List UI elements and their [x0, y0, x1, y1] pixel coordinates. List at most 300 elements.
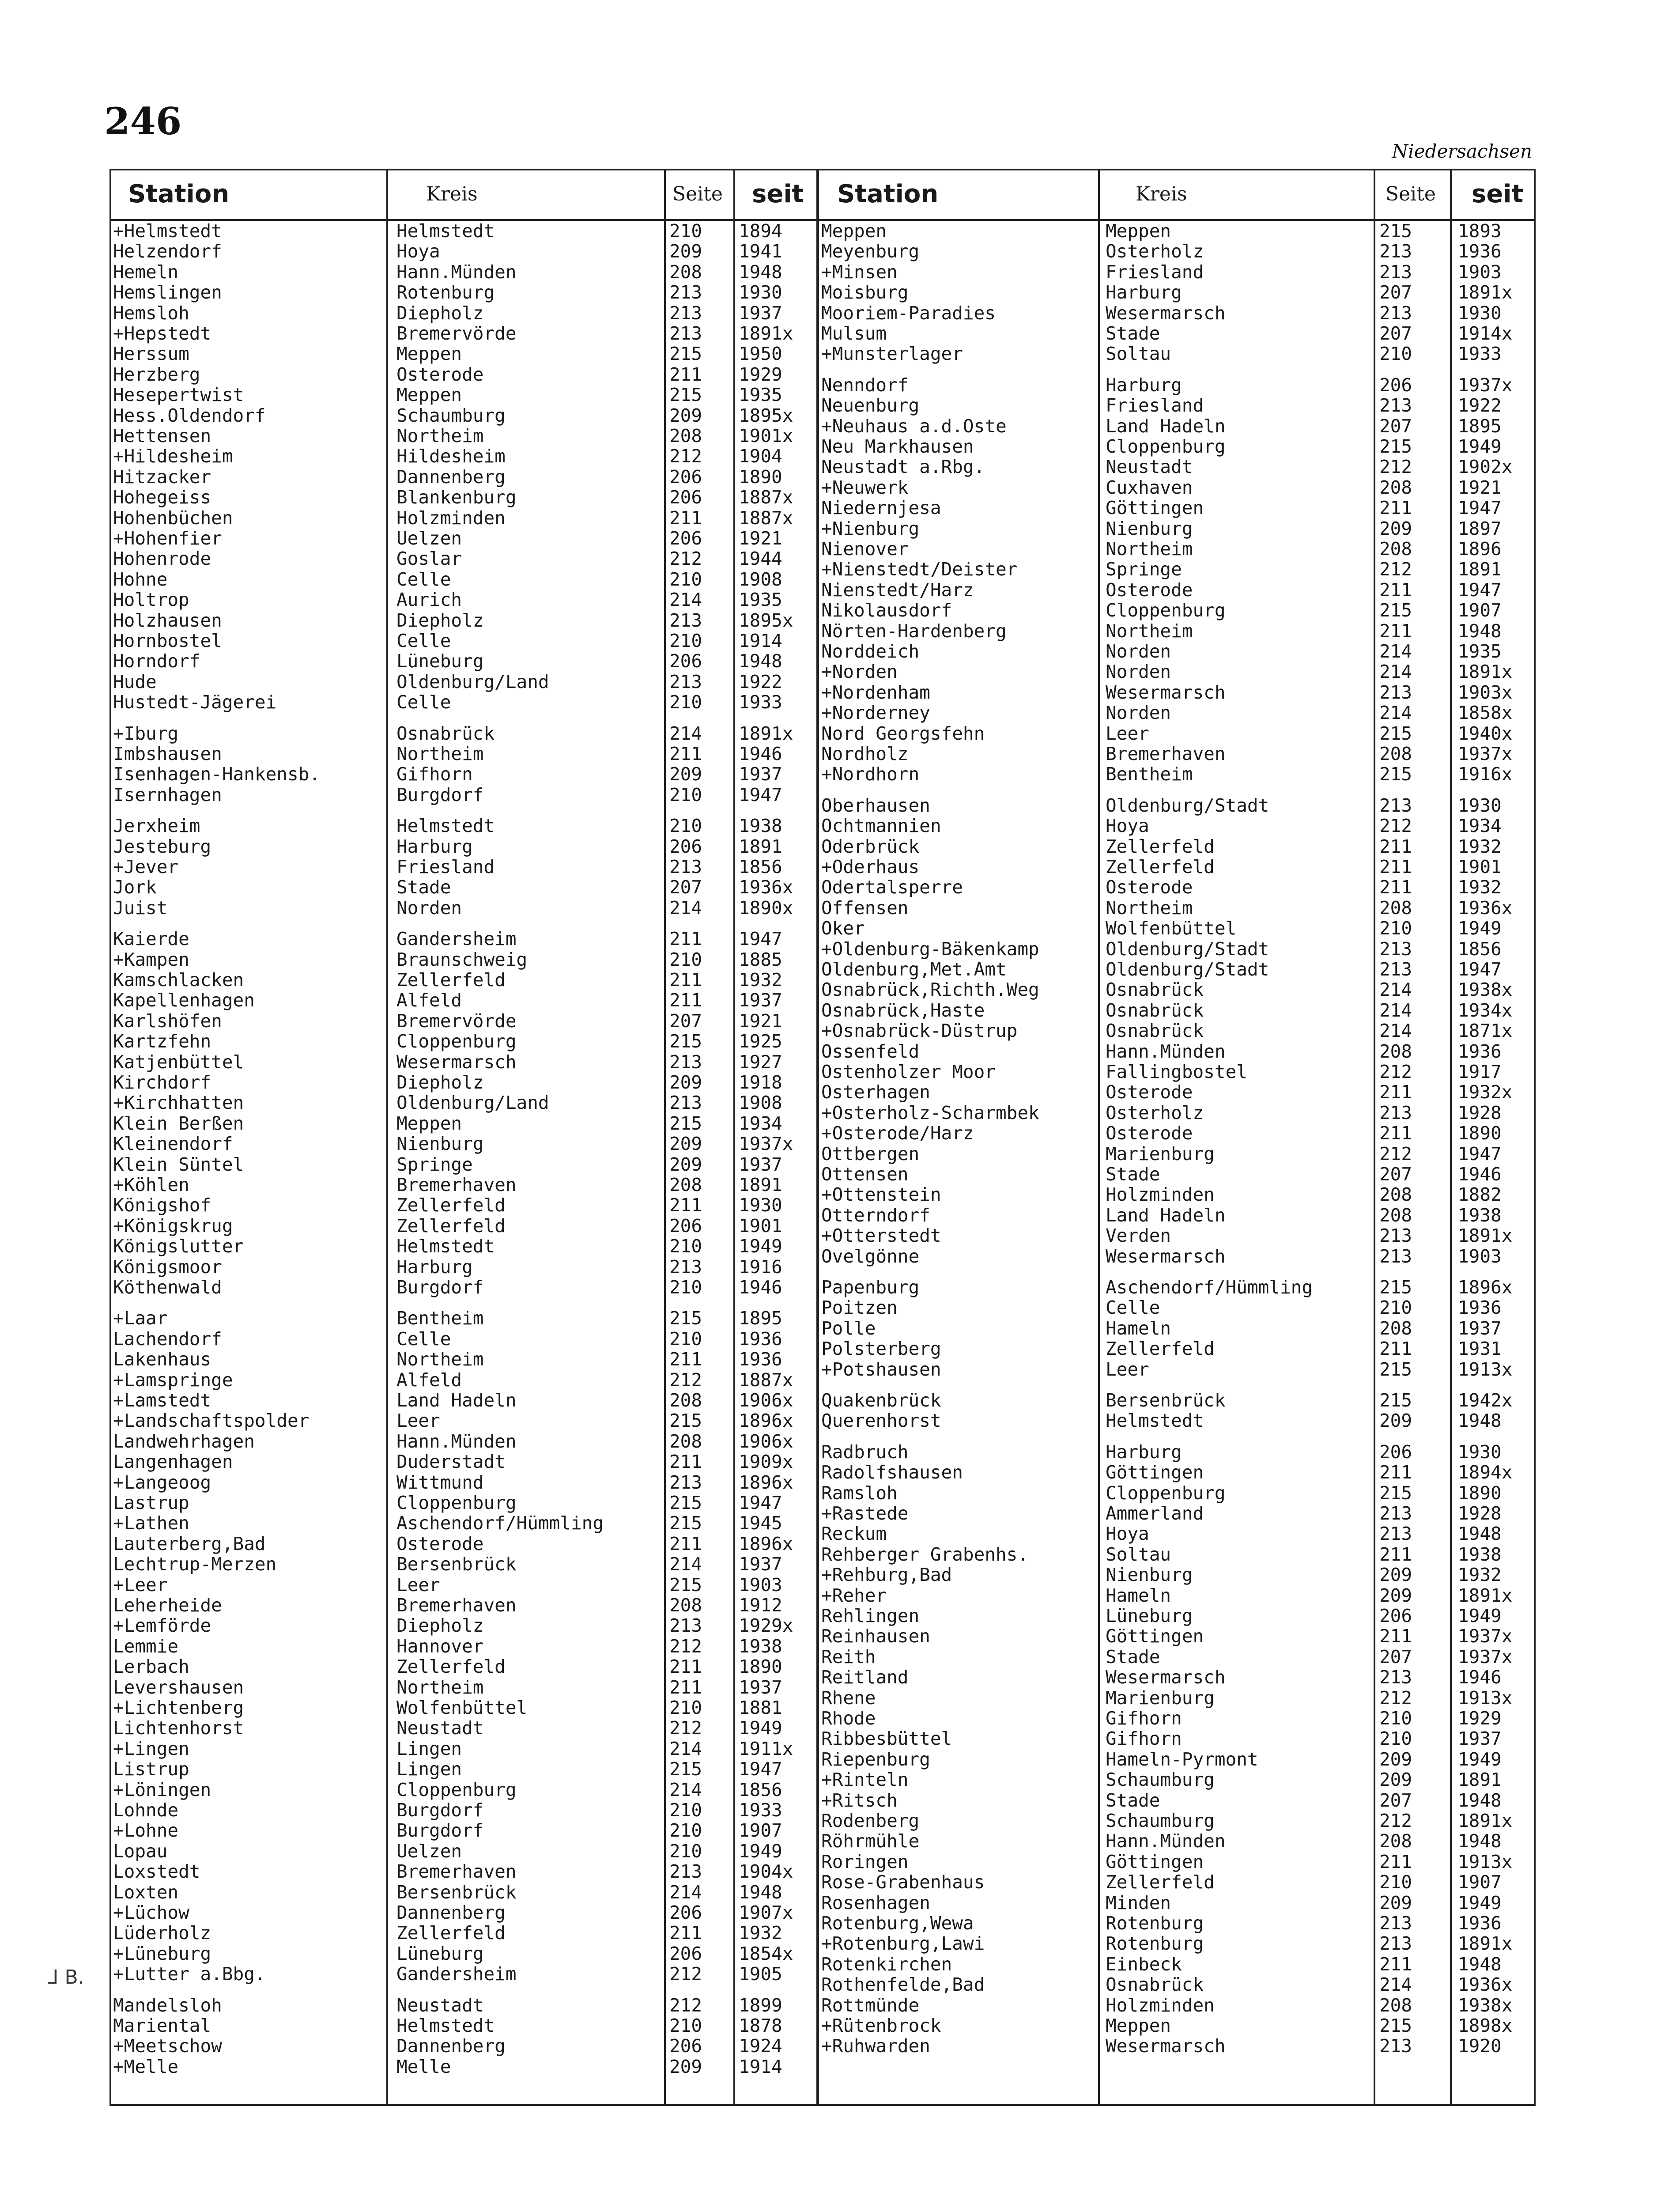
kreis: Meppen [396, 1113, 462, 1134]
seit: 1937 [739, 1677, 782, 1698]
seit: 1897 [1458, 518, 1502, 539]
kreis: Oldenburg/Stadt [1106, 959, 1269, 979]
table-row [818, 1041, 1680, 1062]
seite: 214 [669, 723, 702, 744]
station-name: Lerbach [113, 1656, 189, 1677]
seit: 1947 [1458, 1143, 1502, 1164]
station-name: Oberhausen [821, 795, 930, 816]
seit: 1936 [1458, 1297, 1502, 1318]
table-row [818, 979, 1680, 1000]
kreis: Göttingen [1106, 498, 1204, 518]
seite: 213 [1379, 682, 1412, 703]
table-row [818, 723, 1680, 744]
kreis: Oldenburg/Land [396, 671, 549, 692]
table-row [818, 416, 1680, 436]
seit: 1890 [739, 466, 782, 487]
kreis: Hameln [1106, 1585, 1171, 1606]
kreis: Cloppenburg [396, 1031, 517, 1052]
kreis: Rotenburg [1106, 1913, 1204, 1933]
station-name: +Lemförde [113, 1615, 211, 1636]
station-name: Osterhagen [821, 1082, 930, 1103]
station-name: Karlshöfen [113, 1010, 222, 1031]
seit: 1891x [1458, 1225, 1513, 1246]
station-name: +Nordhorn [821, 764, 920, 785]
seit: 1948 [1458, 1790, 1502, 1811]
header-station: Station [128, 180, 230, 208]
seite: 209 [1379, 1565, 1412, 1585]
kreis: Stade [1106, 323, 1160, 344]
seit: 1949 [1458, 1749, 1502, 1769]
seite: 209 [669, 1134, 702, 1154]
kreis: Dannenberg [396, 2036, 506, 2057]
seit: 1903 [1458, 1246, 1502, 1267]
seite: 208 [669, 1390, 702, 1410]
seite: 211 [669, 1656, 702, 1677]
station-name: +Neuwerk [821, 477, 909, 498]
seit: 1903x [1458, 682, 1513, 703]
seite: 211 [1379, 1082, 1412, 1103]
seite: 207 [1379, 1164, 1412, 1184]
seit: 1878 [739, 2015, 782, 2036]
station-name: Lüderholz [113, 1923, 211, 1943]
station-name: Offensen [821, 897, 909, 918]
kreis: Leer [1106, 1359, 1149, 1380]
seit: 1932x [1458, 1082, 1513, 1103]
seit: 1949 [1458, 1892, 1502, 1913]
seite: 212 [1379, 816, 1412, 836]
kreis: Osterode [1106, 1123, 1193, 1144]
seit: 1938x [1458, 1995, 1513, 2015]
table-row [818, 477, 1680, 498]
kreis: Bremerhaven [396, 1175, 517, 1195]
station-name: Horndorf [113, 651, 200, 672]
seite: 212 [669, 1995, 702, 2015]
seite: 213 [669, 1861, 702, 1882]
table-row [818, 1872, 1680, 1892]
station-name: Reitland [821, 1667, 909, 1688]
kreis: Braunschweig [396, 949, 528, 970]
station-name: +Hohenfier [113, 528, 222, 548]
station-name: Landwehrhagen [113, 1431, 255, 1452]
seit: 1904x [739, 1861, 793, 1882]
seite: 209 [1379, 1585, 1412, 1606]
station-name: Rehberger Grabenhs. [821, 1544, 1028, 1565]
seite: 211 [1379, 1626, 1412, 1647]
kreis: Northeim [396, 1349, 484, 1370]
kreis: Hann.Münden [1106, 1831, 1226, 1852]
seit: 1937 [1458, 1728, 1502, 1749]
kreis: Göttingen [1106, 1851, 1204, 1872]
seite: 213 [1379, 795, 1412, 816]
seit: 1881 [739, 1698, 782, 1718]
kreis: Minden [1106, 1892, 1171, 1913]
kreis: Einbeck [1106, 1954, 1182, 1974]
seite: 210 [669, 2015, 702, 2036]
table-row [818, 1974, 1680, 1995]
seite: 213 [1379, 1246, 1412, 1267]
table-row [818, 221, 1680, 241]
seite: 215 [669, 1574, 702, 1595]
kreis: Marienburg [1106, 1687, 1215, 1708]
seit: 1938 [1458, 1544, 1502, 1565]
station-name: Hemslingen [113, 282, 222, 303]
table-row [818, 2015, 1680, 2036]
kreis: Stade [1106, 1790, 1160, 1811]
seit: 1906x [739, 1390, 793, 1410]
station-name: Holtrop [113, 590, 189, 610]
table-row [818, 1933, 1680, 1954]
station-name: Herzberg [113, 364, 200, 385]
station-name: Lohnde [113, 1800, 179, 1820]
seite: 208 [1379, 477, 1412, 498]
seite: 213 [1379, 1102, 1412, 1123]
station-name: +Lüneburg [113, 1943, 211, 1964]
station-name: Oldenburg,Met.Amt [821, 959, 1007, 979]
kreis: Land Hadeln [1106, 416, 1226, 436]
seite: 214 [1379, 662, 1412, 682]
station-name: Otterndorf [821, 1205, 930, 1225]
seit: 1896x [739, 1410, 793, 1431]
kreis: Stade [1106, 1646, 1160, 1667]
seite: 213 [1379, 241, 1412, 262]
kreis: Osterholz [1106, 241, 1204, 262]
kreis: Diepholz [396, 302, 484, 323]
seite: 213 [1379, 261, 1412, 282]
seite: 208 [669, 261, 702, 282]
seit: 1950 [739, 344, 782, 364]
station-name: Nienover [821, 539, 909, 559]
seit: 1913x [1458, 1687, 1513, 1708]
seit: 1947 [1458, 579, 1502, 600]
seit: 1921 [739, 1010, 782, 1031]
seit: 1882 [1458, 1184, 1502, 1205]
kreis: Burgdorf [396, 1820, 484, 1841]
seite: 215 [669, 1759, 702, 1780]
table-row [818, 939, 1680, 959]
kreis: Dannenberg [396, 466, 506, 487]
seit: 1891 [739, 1175, 782, 1195]
kreis: Helmstedt [396, 2015, 495, 2036]
station-name: Königslutter [113, 1236, 244, 1257]
table-row [818, 621, 1680, 641]
seite: 212 [669, 1718, 702, 1739]
seite: 211 [1379, 1544, 1412, 1565]
kreis: Hoya [1106, 1524, 1149, 1544]
seit: 1931 [1458, 1338, 1502, 1359]
page-number: 246 [104, 99, 182, 143]
kreis: Stade [396, 877, 451, 898]
kreis: Wesermarsch [1106, 682, 1226, 703]
table-row [818, 1852, 1680, 1872]
kreis: Schaumburg [396, 405, 506, 426]
station-name: +Melle [113, 2056, 179, 2077]
seit: 1908 [739, 1093, 782, 1113]
station-name: Hustedt-Jägerei [113, 692, 277, 713]
kreis: Lingen [396, 1738, 462, 1759]
seite: 210 [669, 784, 702, 805]
seite: 215 [669, 1031, 702, 1052]
table-row [818, 1626, 1680, 1646]
seit: 1885 [739, 949, 782, 970]
table-row [818, 1728, 1680, 1749]
table-row [818, 600, 1680, 620]
header-kreis: Kreis [1136, 183, 1187, 205]
station-name: +Oderhaus [821, 857, 920, 877]
station-name: Lakenhaus [113, 1349, 211, 1370]
seite: 210 [669, 631, 702, 651]
seite: 206 [1379, 374, 1412, 395]
seite: 210 [669, 1800, 702, 1820]
kreis: Wesermarsch [1106, 302, 1226, 323]
table-row [818, 1913, 1680, 1933]
station-name: Mariental [113, 2015, 211, 2036]
seit: 1891 [1458, 1769, 1502, 1790]
table-row [818, 241, 1680, 261]
seit: 1913x [1458, 1359, 1513, 1380]
seit: 1928 [1458, 1503, 1502, 1524]
seite: 213 [669, 1256, 702, 1277]
table-row [818, 518, 1680, 539]
station-name: +Hepstedt [113, 323, 211, 344]
table-row [818, 1338, 1680, 1359]
kreis: Northeim [1106, 539, 1193, 559]
seite: 210 [1379, 1708, 1412, 1728]
station-name: +Lutter a.Bbg. [113, 1964, 266, 1985]
station-name: +Kampen [113, 949, 189, 970]
kreis: Friesland [396, 857, 495, 877]
seite: 214 [669, 1882, 702, 1902]
seite: 214 [669, 897, 702, 918]
station-name: Mooriem-Paradies [821, 302, 996, 323]
seite: 207 [1379, 282, 1412, 303]
seite: 211 [669, 1349, 702, 1370]
table-row [818, 1954, 1680, 1974]
seite: 210 [669, 949, 702, 970]
kreis: Hann.Münden [1106, 1041, 1226, 1062]
seite: 214 [1379, 979, 1412, 1000]
seite: 215 [1379, 1359, 1412, 1380]
seit: 1949 [1458, 436, 1502, 457]
seit: 1930 [1458, 1441, 1502, 1462]
seit: 1854x [739, 1943, 793, 1964]
kreis: Zellerfeld [396, 970, 506, 990]
seite: 211 [669, 1195, 702, 1216]
station-name: Juist [113, 897, 168, 918]
kreis: Gifhorn [396, 764, 473, 785]
station-name: Norddeich [821, 641, 920, 662]
seite: 213 [669, 671, 702, 692]
kreis: Soltau [1106, 344, 1171, 364]
kreis: Osterode [1106, 579, 1193, 600]
seite: 215 [669, 1308, 702, 1329]
table-row [818, 344, 1680, 364]
seit: 1911x [739, 1738, 793, 1759]
kreis: Neustadt [1106, 457, 1193, 477]
seit: 1948 [1458, 1524, 1502, 1544]
station-name: +Otterstedt [821, 1225, 941, 1246]
seite: 206 [669, 528, 702, 548]
seit: 1938 [739, 1636, 782, 1656]
seite: 211 [669, 990, 702, 1011]
station-name: Levershausen [113, 1677, 244, 1698]
header-kreis: Kreis [426, 183, 478, 205]
seit: 1908 [739, 569, 782, 590]
table-row [818, 1606, 1680, 1626]
kreis: Bremervörde [396, 1010, 517, 1031]
kreis: Marienburg [1106, 1143, 1215, 1164]
seite: 210 [669, 221, 702, 241]
seit: 1948 [1458, 1954, 1502, 1974]
header-station: Station [837, 180, 939, 208]
seite: 210 [669, 1328, 702, 1349]
kreis: Norden [1106, 662, 1171, 682]
kreis: Hann.Münden [396, 1431, 517, 1452]
table-row [818, 703, 1680, 723]
seit: 1871x [1458, 1021, 1513, 1041]
seite: 214 [1379, 1021, 1412, 1041]
kreis: Osnabrück [396, 723, 495, 744]
seite: 212 [669, 548, 702, 569]
station-name: Loxstedt [113, 1861, 200, 1882]
station-name: +Lathen [113, 1513, 189, 1534]
seite: 213 [669, 302, 702, 323]
station-name: Hettensen [113, 426, 211, 446]
station-name: +Nienstedt/Deister [821, 559, 1018, 580]
station-name: Katjenbüttel [113, 1051, 244, 1072]
seite: 210 [1379, 344, 1412, 364]
station-name: Hesepertwist [113, 385, 244, 405]
kreis: Verden [1106, 1225, 1171, 1246]
seite: 206 [669, 836, 702, 857]
station-name: +Minsen [821, 261, 898, 282]
kreis: Wolfenbüttel [396, 1698, 528, 1718]
kreis: Burgdorf [396, 1277, 484, 1297]
station-name: Kirchdorf [113, 1072, 211, 1093]
kreis: Melle [396, 2056, 451, 2077]
kreis: Cloppenburg [396, 1493, 517, 1513]
seite: 215 [669, 385, 702, 405]
kreis: Bentheim [396, 1308, 484, 1329]
station-name: Meppen [821, 221, 887, 241]
kreis: Bentheim [1106, 764, 1193, 785]
station-name: +Osnabrück-Düstrup [821, 1021, 1018, 1041]
seit: 1947 [739, 1493, 782, 1513]
kreis: Osterholz [1106, 1102, 1204, 1123]
kreis: Cloppenburg [396, 1779, 517, 1800]
table-row [818, 323, 1680, 344]
kreis: Celle [1106, 1297, 1160, 1318]
seit: 1936 [739, 1349, 782, 1370]
station-name: +Ruhwarden [821, 2036, 930, 2057]
table-row [818, 1297, 1680, 1318]
station-name: Klein Berßen [113, 1113, 244, 1134]
station-name: Poitzen [821, 1297, 898, 1318]
station-name: Rottmünde [821, 1995, 920, 2015]
seit: 1949 [1458, 918, 1502, 939]
seite: 208 [1379, 1995, 1412, 2015]
seit: 1930 [739, 282, 782, 303]
table-row [818, 1503, 1680, 1524]
station-name: Nordholz [821, 744, 909, 764]
seit: 1949 [739, 1841, 782, 1861]
seit: 1894x [1458, 1462, 1513, 1483]
table-row [818, 1021, 1680, 1041]
station-name: Papenburg [821, 1277, 920, 1297]
kreis: Springe [1106, 559, 1182, 580]
station-name: Jork [113, 877, 157, 898]
seit: 1907 [1458, 1872, 1502, 1893]
seite: 207 [1379, 416, 1412, 436]
station-name: Oderbrück [821, 836, 920, 857]
kreis: Leer [396, 1410, 440, 1431]
seit: 1901 [739, 1215, 782, 1236]
seit: 1891x [1458, 1933, 1513, 1954]
kreis: Dannenberg [396, 1902, 506, 1923]
seite: 207 [669, 877, 702, 898]
seit: 1856 [739, 1779, 782, 1800]
kreis: Gifhorn [1106, 1728, 1182, 1749]
station-name: Holzhausen [113, 610, 222, 631]
kreis: Meppen [396, 344, 462, 364]
seite: 215 [1379, 2015, 1412, 2036]
seit: 1938 [739, 816, 782, 836]
seit: 1930 [1458, 302, 1502, 323]
seite: 209 [669, 1154, 702, 1175]
station-name: +Meetschow [113, 2036, 222, 2057]
table-row [818, 898, 1680, 918]
seit: 1887x [739, 487, 793, 508]
station-name: Niedernjesa [821, 498, 941, 518]
seit: 1948 [739, 651, 782, 672]
kreis: Fallingbostel [1106, 1062, 1247, 1082]
kreis: Meppen [396, 385, 462, 405]
station-name: +Landschaftspolder [113, 1410, 310, 1431]
kreis: Stade [1106, 1164, 1160, 1184]
seit: 1896x [739, 1533, 793, 1554]
seit: 1921 [1458, 477, 1502, 498]
seite: 211 [669, 1452, 702, 1472]
seit: 1894 [739, 221, 782, 241]
station-name: Oker [821, 918, 865, 939]
seit: 1936 [1458, 241, 1502, 262]
station-name: Helzendorf [113, 241, 222, 262]
table-row [818, 1277, 1680, 1297]
kreis: Hameln [1106, 1318, 1171, 1338]
kreis: Hoya [1106, 816, 1149, 836]
seite: 210 [669, 1698, 702, 1718]
table-row [818, 744, 1680, 764]
header-seit: seit [1472, 180, 1524, 208]
station-name: Rotenkirchen [821, 1954, 952, 1974]
seit: 1940x [1458, 723, 1513, 744]
kreis: Northeim [396, 426, 484, 446]
seit: 1920 [1458, 2036, 1502, 2057]
seit: 1932 [739, 1923, 782, 1943]
kreis: Helmstedt [396, 816, 495, 836]
kreis: Zellerfeld [396, 1215, 506, 1236]
station-name: Listrup [113, 1759, 189, 1780]
seite: 209 [1379, 1892, 1412, 1913]
station-name: +Reher [821, 1585, 887, 1606]
table-row [818, 1000, 1680, 1021]
seite: 215 [1379, 723, 1412, 744]
seite: 206 [669, 651, 702, 672]
kreis: Aurich [396, 590, 462, 610]
station-name: +Lüchow [113, 1902, 189, 1923]
seit: 1937 [739, 764, 782, 785]
station-name: +Lichtenberg [113, 1698, 244, 1718]
kreis: Duderstadt [396, 1452, 506, 1472]
